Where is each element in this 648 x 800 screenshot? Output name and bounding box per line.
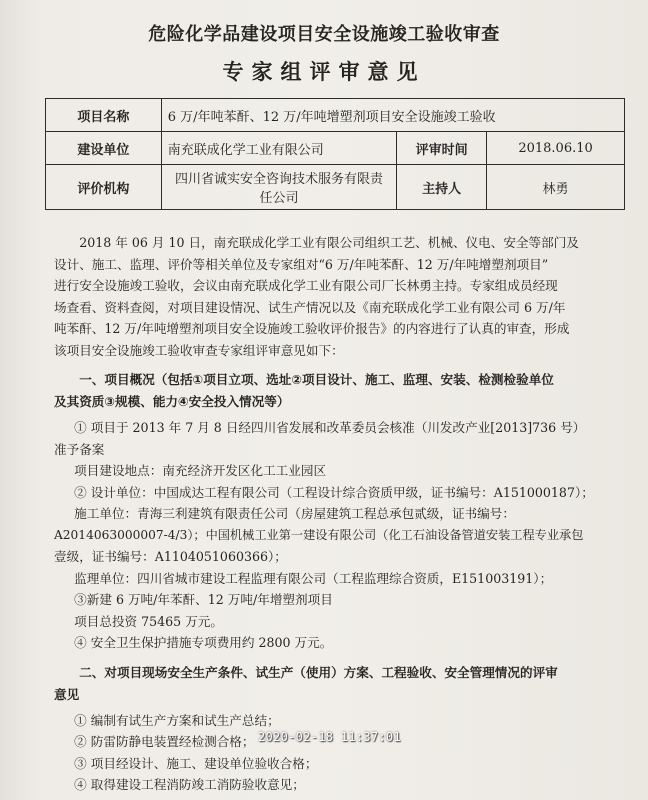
evaluator-value-line1: 四川省诚实安全咨询技术服务有限责 (175, 172, 384, 187)
review-time-label: 评审时间 (397, 132, 487, 165)
evaluator-value (161, 165, 396, 210)
section2-item: ④ 取得建设工程消防竣工消防验收意见； (74, 777, 305, 792)
section1-heading-cont: 及其资质③规模、能力④安全投入情况等） (54, 394, 290, 409)
review-time-value: 2018.06.10 (487, 132, 625, 165)
builder-value: 南充联成化学工业有限公司 (161, 132, 396, 165)
section1-line: 准予备案 (54, 441, 105, 457)
intro-line: 该项目安全设施竣工验收审查专家组评审意见如下： (54, 342, 344, 358)
section1-line: A2014063000007-4/3）；中国机械工业第一建设有限公司（化工石油设备管道安装工程专业承包 (54, 527, 584, 542)
intro-line: 吨苯酐、12 万/年吨增塑剂项目安全设施竣工验收评价报告》的内容进行了认真的审查，形成 (54, 321, 570, 336)
project-name-value: 6 万/年吨苯酐、12 万/年吨增塑剂项目安全设施竣工验收 (161, 99, 624, 132)
intro-paragraph (54, 232, 620, 361)
intro-line: 场查看、资料查阅，对项目建设情况、试生产情况以及《南充联成化学工业有限公司 6 万/年 (54, 299, 566, 315)
section1-line: ④ 安全卫生保护措施专项费用约 2800 万元。 (74, 635, 333, 650)
section1-line: ② 设计单位：中国成达工程有限公司（工程设计综合资质甲级，证书编号：A151000187）； (74, 484, 594, 500)
section1-line: ③新建 6 万吨/年苯酐、12 万吨/年增塑剂项目 (74, 592, 333, 607)
project-name-label: 项目名称 (46, 99, 162, 132)
section2-item: ② 防雷防静电装置经检测合格； (74, 734, 255, 749)
section1-heading: 一、项目概况（包括①项目立项、选址②项目设计、施工、监理、安装、检测检验单位 (79, 372, 554, 387)
section1-line: 施工单位：青海三利建筑有限责任公司（房屋建筑工程总承包贰级，证书编号： (74, 506, 515, 521)
intro-line: 进行安全设施竣工验收，会议由南充联成化学工业有限公司厂长林勇主持。专家组成员经现 (54, 278, 558, 293)
section1-line: ① 项目于 2013 年 7 月 8 日经四川省发展和改革委员会核准（川发改产业[2013]736 号） (74, 420, 586, 435)
table-row (46, 165, 625, 210)
table-row (46, 99, 625, 132)
document-subtitle: 专家组评审意见 (222, 59, 426, 84)
builder-label: 建设单位 (46, 132, 162, 165)
section1-line: 项目建设地点：南充经济开发区化工工业园区 (74, 463, 327, 478)
section2-heading: 二、对项目现场安全生产条件、试生产（使用）方案、工程验收、安全管理情况的评审 (79, 664, 558, 680)
section1-line: 壹级，证书编号：A1104051060366）； (54, 549, 287, 564)
section2-item: ③ 项目经设计、施工、建设单位验收合格； (74, 755, 318, 771)
section1-line: 项目总投资 75465 万元。 (74, 613, 223, 629)
intro-line: 2018 年 06 月 10 日，南充联成化学工业有限公司组织工艺、机械、仪电、安全等部门及 (79, 235, 579, 250)
table-row (46, 132, 625, 165)
document-title: 危险化学品建设项目安全设施竣工验收审查 (148, 24, 500, 45)
host-label: 主持人 (397, 165, 487, 210)
section2-heading-cont: 意见 (54, 686, 80, 702)
evaluator-value-line2: 任公司 (259, 191, 299, 206)
section2-item: ① 编制有试生产方案和试生产总结； (74, 712, 280, 728)
photo-timestamp: 2020-02-18 11:37:01 (258, 730, 401, 744)
host-value: 林勇 (487, 165, 625, 210)
document-body (54, 232, 620, 796)
intro-line: 设计、施工、监理、评价等相关单位及专家组对“6 万/年吨苯酐、12 万/年吨增塑剂项目” (54, 256, 549, 272)
evaluator-label: 评价机构 (46, 165, 162, 210)
project-info-table (45, 98, 625, 210)
section1-line: 监理单位：四川省城市建设工程监理有限公司（工程监理综合资质，E151003191）； (74, 570, 553, 586)
